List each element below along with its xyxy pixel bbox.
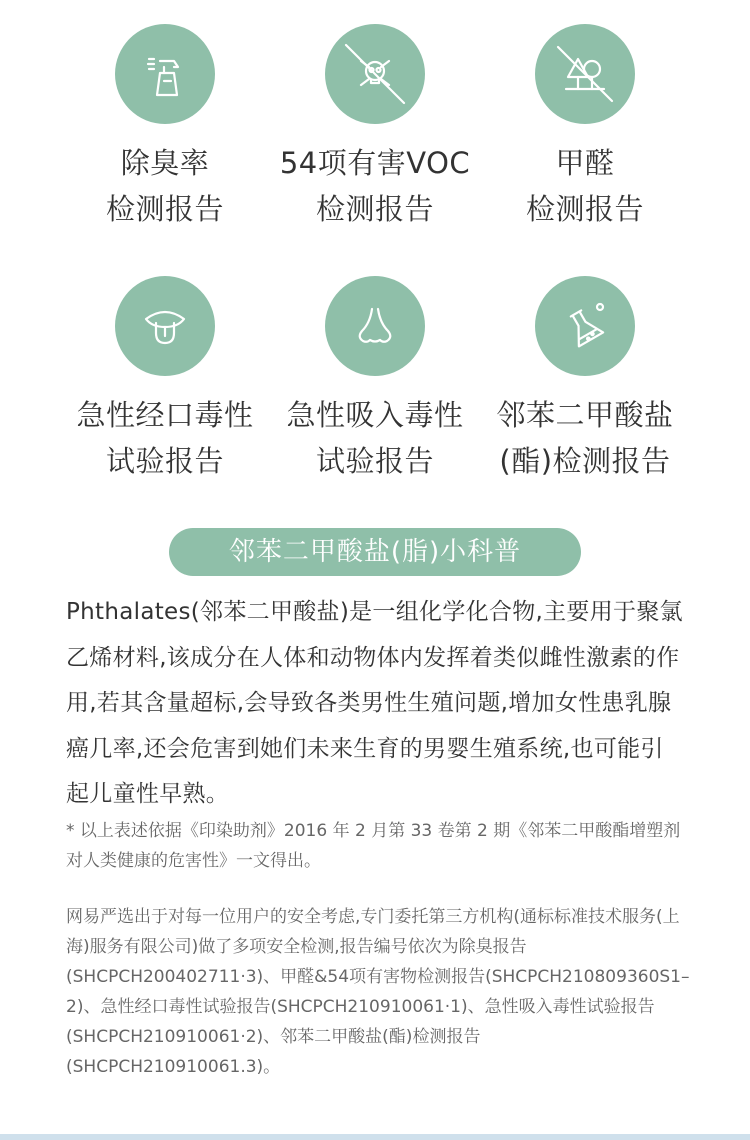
report-item-deodorization: [60, 24, 270, 232]
nose-icon: [344, 295, 406, 357]
flask-icon: [554, 295, 616, 357]
report-label: [270, 140, 480, 232]
report-label: [480, 392, 690, 484]
report-item-inhalation-toxicity: [270, 276, 480, 484]
report-subtitle: 试验报告: [105, 444, 224, 478]
report-title: 急性吸入毒性: [286, 398, 464, 432]
report-subtitle: 试验报告: [315, 444, 434, 478]
report-title: 急性经口毒性: [76, 398, 254, 432]
report-label: [60, 140, 270, 232]
report-subtitle: 检测报告: [525, 192, 644, 226]
spray-bottle-icon: [134, 43, 196, 105]
report-label: [270, 392, 480, 484]
report-label: [60, 392, 270, 484]
report-item-voc: [270, 24, 480, 232]
report-icon-circle: [325, 24, 425, 124]
report-title: 甲醛: [555, 146, 615, 180]
no-tree-icon: [554, 43, 616, 105]
report-icon-circle: [535, 276, 635, 376]
report-subtitle: 检测报告: [105, 192, 224, 226]
report-title: 邻苯二甲酸盐: [496, 398, 674, 432]
science-paragraph: Phthalates(邻苯二甲酸盐)是一组化学化合物,主要用于聚氯乙烯材料,该成分在人体和动物体内发挥着类似雌性激素的作用,若其含量超标,会导致各类男性生殖问题,增加女性患乳腺癌几率,还会危害到她们未来生育的男婴生殖系统,也可能引起儿童性早熟。: [66, 599, 683, 807]
report-title: 除臭率: [120, 146, 210, 180]
report-icon-circle: [535, 24, 635, 124]
no-skull-icon: [344, 43, 406, 105]
report-title: 54项有害VOC: [279, 146, 471, 180]
science-title-badge: 邻苯二甲酸盐(脂)小科普: [169, 528, 581, 576]
mouth-tongue-icon: [134, 295, 196, 357]
report-item-oral-toxicity: [60, 276, 270, 484]
report-numbers-text: 网易严选出于对每一位用户的安全考虑,专门委托第三方机构(通标标准技术服务(上海)服务有限公司)做了多项安全检测,报告编号依次为除臭报告(SHCPCH200402711·3)、甲醛&54项有害物检测报告(SHCPCH210809360S1–2)、急性经口毒性试验报告(SHCPCH210910061·1)、急性吸入毒性试验报告(SHCPCH210910061·2)、邻苯二甲酸盐(酯)检测报告(SHCPCH210910061.3)。: [66, 907, 690, 1077]
report-icon-circle: [115, 24, 215, 124]
report-icon-circle: [325, 276, 425, 376]
source-note: * 以上表述依据《印染助剂》2016 年 2 月第 33 卷第 2 期《邻苯二甲酸酯增塑剂对人类健康的危害性》一文得出。: [66, 821, 681, 871]
report-icon-circle: [115, 276, 215, 376]
report-item-phthalates: [480, 276, 690, 484]
report-subtitle: 检测报告: [315, 192, 434, 226]
report-label: [480, 140, 690, 232]
bottom-divider: [0, 1134, 750, 1140]
report-item-formaldehyde: [480, 24, 690, 232]
report-subtitle: (酯)检测报告: [499, 444, 671, 478]
